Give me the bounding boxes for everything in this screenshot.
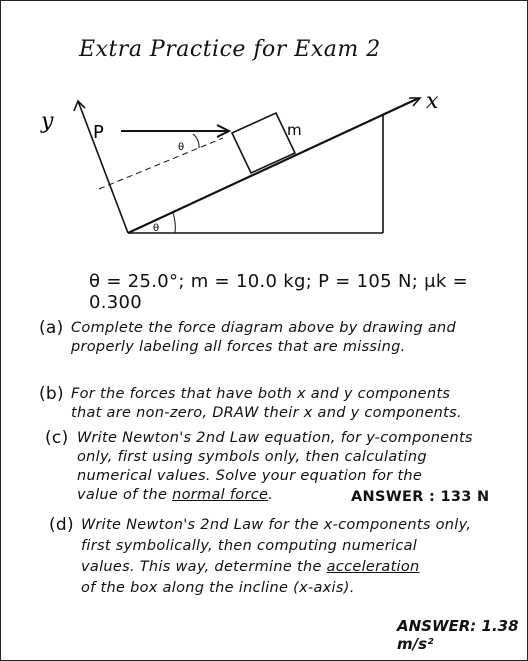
- question-b-line-1: For the forces that have both x and y components: [71, 386, 451, 402]
- question-a-line-2: properly labeling all forces that are missing.: [71, 339, 406, 355]
- incline-diagram: [1, 1, 527, 263]
- question-a-line-1: Complete the force diagram above by drawing and: [71, 320, 457, 336]
- box-mass: [232, 113, 295, 173]
- question-c-line-2: only, first using symbols only, then calculating: [77, 449, 427, 465]
- page-title: Extra Practice for Exam 2: [79, 37, 381, 62]
- incline-surface: [128, 98, 419, 233]
- y-axis-line: [78, 101, 128, 233]
- dashed-reference-line: [99, 138, 223, 189]
- mass-label: m: [287, 121, 302, 139]
- question-b-label: (b): [39, 384, 64, 404]
- acceleration-underlined: acceleration: [326, 559, 420, 575]
- question-d-line-1: Write Newton's 2nd Law for the x-components only,: [81, 517, 472, 533]
- question-c-line-3: numerical values. Solve your equation for the: [77, 468, 423, 484]
- question-a-label: (a): [39, 318, 64, 338]
- question-c-label: (c): [45, 428, 69, 448]
- given-values: θ = 25.0°; m = 10.0 kg; P = 105 N; μk = 0.300: [89, 271, 468, 313]
- answer-c: ANSWER : 133 N: [351, 489, 490, 505]
- force-p-label: P: [93, 122, 104, 143]
- question-b-line-2: that are non-zero, DRAW their x and y components.: [71, 405, 462, 421]
- question-a: [39, 318, 457, 357]
- question-d-line-3: [81, 557, 471, 578]
- question-d-line-3-text: values. This way, determine the: [81, 559, 322, 575]
- question-d-label: (d): [49, 515, 74, 535]
- y-axis-label: y: [41, 109, 54, 134]
- normal-force-underlined: normal force: [172, 487, 269, 503]
- question-d-line-2: first symbolically, then computing numerical: [81, 538, 418, 554]
- theta-bottom-arc: [173, 213, 175, 233]
- question-c-period: .: [268, 487, 274, 503]
- theta-bottom-label: θ: [153, 223, 160, 234]
- x-axis-label: x: [426, 89, 439, 114]
- question-b: [39, 384, 462, 423]
- question-c-line-4-text: value of the: [77, 487, 168, 503]
- question-d: [49, 515, 472, 599]
- question-c-line-1: Write Newton's 2nd Law equation, for y-components: [77, 430, 473, 446]
- theta-top-label: θ: [178, 142, 185, 153]
- question-d-line-4: of the box along the incline (x-axis).: [81, 580, 355, 596]
- answer-d: ANSWER: 1.38 m/s²: [397, 617, 519, 653]
- theta-top-arc: [193, 134, 199, 148]
